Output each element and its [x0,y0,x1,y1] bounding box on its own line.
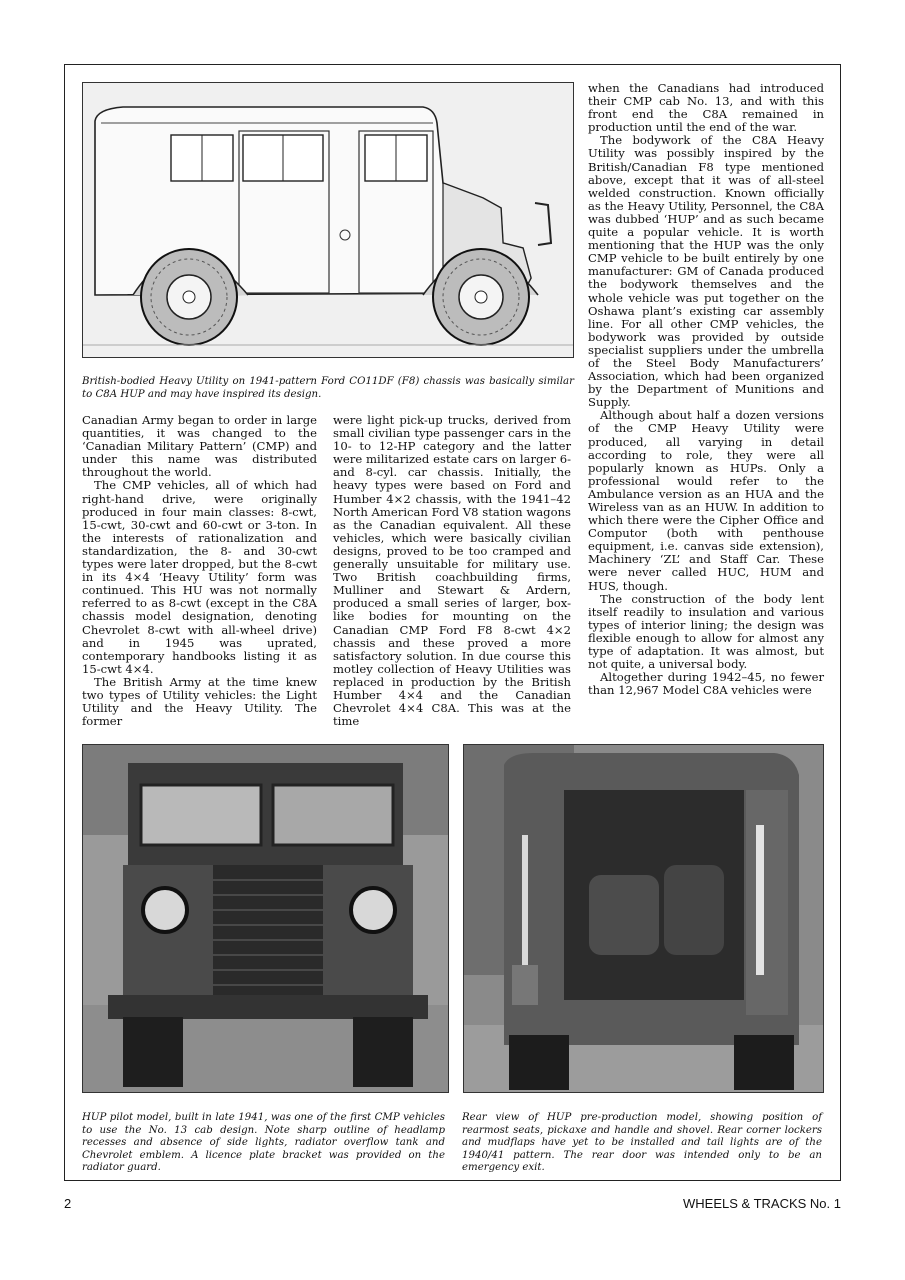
paragraph: were light pick-up trucks, derived from small civilian type passenger cars in the 10- to 12-HP category and the latter were militarized estate cars on larger 6- and 8-cyl. car chassis. Initially, the heavy types were based on Ford and Humber 4×2 chassis, with the 1941–42 North American Ford V8 station wagons as the Canadian equivalent. All these vehicles, which were basically civilian designs, proved to be too cramped and generally unsuitable for military use. Two British coachbuilding firms, Mulliner and Stewart & Ardern, produced a small series of larger, box-like bodies for mounting on the Canadian CMP Ford F8 8-cwt 4×2 chassis and these proved a more satisfactory solution. In due course this motley collection of Heavy Utilities was replaced in production by the British Humber 4×4 and the Canadian Chevrolet 4×4 C8A. This was at the time [333,413,571,729]
rear-view-photo [464,745,823,1092]
page-number: 2 [64,1196,72,1211]
paragraph: Altogether during 1942–45, no fewer than 12,967 Model C8A vehicles were [588,670,824,698]
text-column-1 [82,414,317,728]
figure-caption-bottom-right: Rear view of HUP pre-production model, showing position of rearmost seats, pickaxe and handle and shovel. Rear corner lockers and mudflaps have yet to be installed and tail lights are of the 1940/41 pattern. The rear door was intended only to be an emergency exit. [462,1112,822,1173]
figure-hup-front-photo [82,744,449,1093]
paragraph: The CMP vehicles, all of which had right-hand drive, were originally produced in four main classes: 8-cwt, 15-cwt, 30-cwt and 60-cwt or 3-ton. In the interests of rationalization and standardization, the 8- and 30-cwt types were later dropped, but the 8-cwt in its 4×4 ‘Heavy Utility’ form was continued. This HU was not normally referred to as 8-cwt (except in the C8A chassis model designation, denoting Chevrolet 8-cwt with all-wheel drive) and in 1945 was uprated, contemporary handbooks listing it as 15-cwt 4×4. [82,478,317,676]
rear-wheel [141,249,237,345]
publication-title: WHEELS & TRACKS No. 1 [683,1196,841,1211]
figure-heavy-utility-drawing [82,82,574,358]
figure-caption-top: British-bodied Heavy Utility on 1941-pattern Ford CO11DF (F8) chassis was basically similar to C8A HUP and may have inspired its design. [82,376,574,400]
figure-caption-bottom-left: HUP pilot model, built in late 1941, was one of the first CMP vehicles to use the No. 13 cab design. Note sharp outline of headlamp recesses and absence of side lights, radiator overflow tank and Chevrolet emblem. A licence plate bracket was provided on the radiator guard. [82,1112,445,1173]
figure-hup-rear-photo [463,744,824,1093]
paragraph: The British Army at the time knew two types of Utility vehicles: the Light Utility and the Heavy Utility. The former [82,674,317,729]
paragraph: Canadian Army began to order in large quantities, it was changed to the ‘Canadian Military Pattern’ (CMP) and under this name was distributed throughout the world. [82,413,317,480]
text-column-2 [333,414,571,728]
front-view-photo [83,745,448,1092]
vehicle-side-drawing [83,83,573,357]
paragraph: Although about half a dozen versions of the CMP Heavy Utility were produced, all varying in detail according to role, they were all popularly known as HUPs. Only a professional would refer to the Ambulance version as an HUA and the Wireless van as an HUW. In addition to which there were the Cipher Office and Computor (both with penthouse equipment, i.e. canvas side extension), Machinery ‘ZL’ and Staff Car. These were never called HUC, HUM and HUS, though. [588,408,824,593]
front-wheel [433,249,529,345]
paragraph: The construction of the body lent itself readily to insulation and various types of interior lining; the design was flexible enough to allow for almost any type of adaptation. It was almost, but not quite, a universal body. [588,591,824,672]
paragraph: The bodywork of the C8A Heavy Utility was possibly inspired by the British/Canadian F8 type mentioned above, except that it was of all-steel welded construction. Known officially as the Heavy Utility, Personnel, the C8A was dubbed ‘HUP’ and as such became quite a popular vehicle. It is worth mentioning that the HUP was the only CMP vehicle to be built entirely by one manufacturer: GM of Canada produced the bodywork themselves and the whole vehicle was put together on the Oshawa plant’s existing car assembly line. For all other CMP vehicles, the bodywork was provided by outside specialist suppliers under the umbrella of the Steel Body Manufacturers’ Association, which had been organized by the Department of Munitions and Supply. [588,133,824,410]
text-column-3 [588,82,824,697]
paragraph: when the Canadians had introduced their CMP cab No. 13, and with this front end the C8A remained in production until the end of the war. [588,81,824,135]
